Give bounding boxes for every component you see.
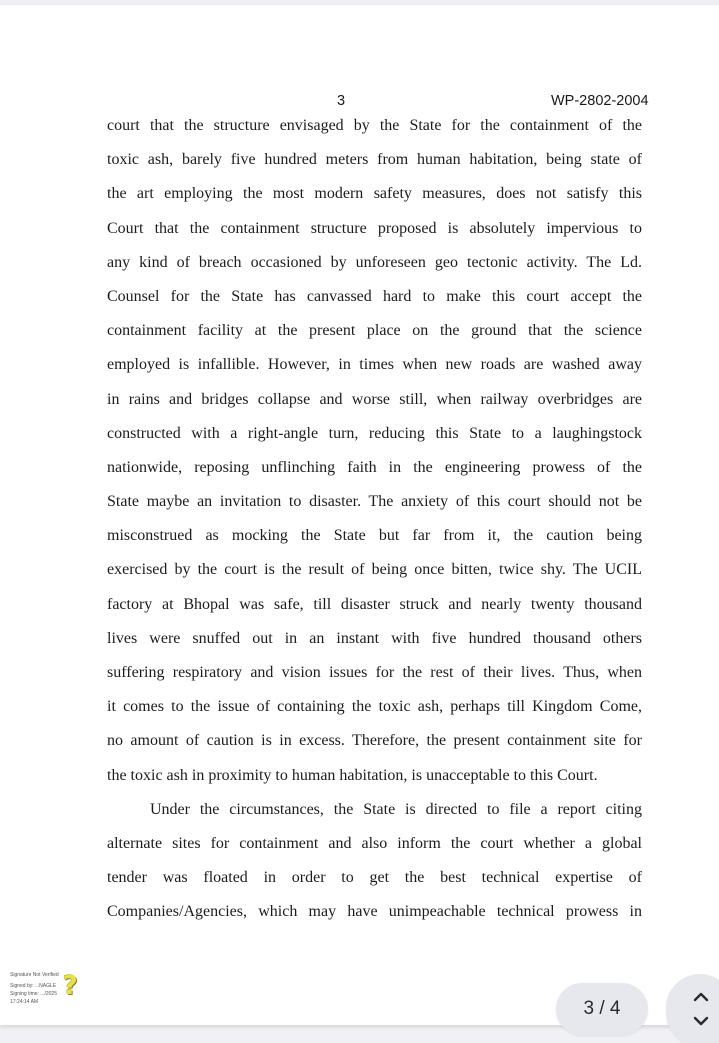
signing-clock-time: 17:24:14 AM bbox=[10, 999, 39, 1005]
signature-text-block bbox=[10, 971, 59, 1006]
text-line: State maybe an invitation to disaster. The anxiety of this court should not be bbox=[107, 493, 642, 511]
text-line: suffering respiratory and vision issues for the rest of their lives. Thus, when bbox=[107, 664, 642, 681]
signing-time: Signing time: .../2025 bbox=[10, 991, 57, 997]
document-page[interactable] bbox=[0, 5, 719, 1025]
printed-page-number: 3 bbox=[337, 93, 346, 109]
text-line: it comes to the issue of containing the toxic ash, perhaps till Kingdom Come, bbox=[107, 698, 642, 716]
text-line: misconstrued as mocking the State but far from it, the caution being bbox=[107, 527, 642, 545]
text-line: alternate sites for containment and also inform the court whether a global bbox=[107, 834, 642, 852]
text-line: Under the circumstances, the State is directed to file a report citing bbox=[150, 800, 642, 818]
page-indicator[interactable] bbox=[556, 983, 648, 1035]
text-line: the art employing the most modern safety measures, does not satisfy this bbox=[107, 185, 642, 203]
chevron-down-icon[interactable] bbox=[692, 1012, 710, 1030]
text-line: employed is infallible. However, in times when new roads are washed away bbox=[107, 356, 642, 374]
digital-signature-stamp[interactable] bbox=[10, 971, 160, 1011]
case-number: WP-2802-2004 bbox=[551, 93, 649, 109]
text-line: containment facility at the present place on the ground that the science bbox=[107, 322, 642, 340]
text-line: nationwide, reposing unflinching faith in the engineering prowess of the bbox=[107, 458, 642, 476]
text-line: constructed with a right-angle turn, reducing this State to a laughingstock bbox=[107, 424, 642, 442]
text-line: in rains and bridges collapse and worse still, when railway overbridges are bbox=[107, 390, 642, 408]
text-line: any kind of breach occasioned by unforeseen geo tectonic activity. The Ld. bbox=[107, 253, 642, 271]
signature-details bbox=[10, 982, 59, 1006]
page-indicator-text: 3 / 4 bbox=[583, 998, 621, 1019]
text-line: the toxic ash in proximity to human habitation, is unacceptable to this Court. bbox=[107, 766, 598, 784]
text-line: lives were snuffed out in an instant with five hundred thousand others bbox=[107, 629, 642, 647]
page-navigation-button[interactable] bbox=[666, 974, 719, 1043]
text-line: court that the structure envisaged by the State for the containment of the bbox=[107, 117, 642, 134]
text-line: exercised by the court is the result of being once bitten, twice shy. The UCIL bbox=[107, 561, 642, 579]
text-line: no amount of caution is in excess. Therefore, the present containment site for bbox=[107, 732, 642, 750]
document-body bbox=[107, 109, 642, 930]
text-line: Court that the containment structure proposed is absolutely impervious to bbox=[107, 219, 642, 237]
chevron-up-icon[interactable] bbox=[692, 988, 710, 1006]
text-line: Companies/Agencies, which may have unimpeachable technical prowess in bbox=[107, 903, 642, 921]
text-line: factory at Bhopal was safe, till disaster struck and nearly twenty thousand bbox=[107, 595, 642, 613]
text-line: toxic ash, barely five hundred meters from human habitation, being state of bbox=[107, 151, 642, 169]
signed-by: Signed by: ...NAGLE bbox=[10, 983, 57, 989]
signature-status: Signature Not Verified bbox=[10, 972, 59, 978]
text-line: tender was floated in order to get the best technical expertise of bbox=[107, 869, 642, 887]
text-line: Counsel for the State has canvassed hard to make this court accept the bbox=[107, 287, 642, 305]
question-mark-icon: ? bbox=[62, 971, 78, 1001]
